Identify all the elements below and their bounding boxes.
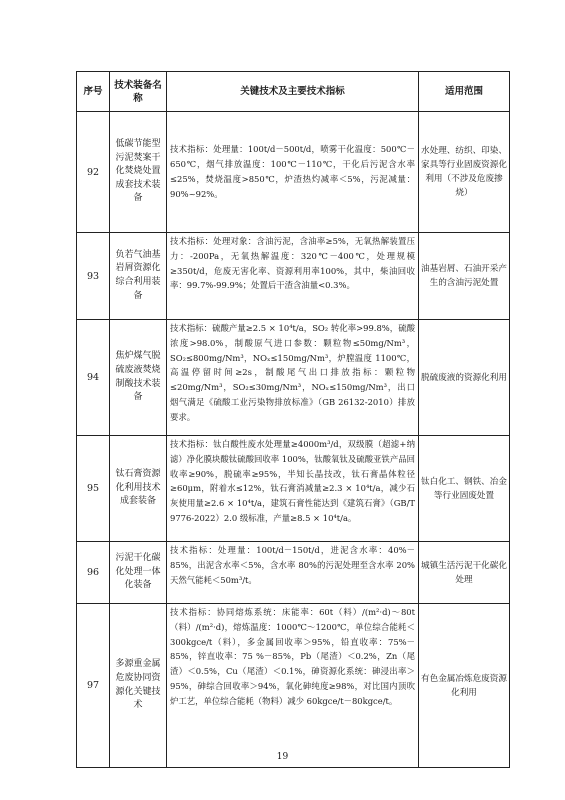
- equipment-name: 负若气油基岩屑资源化综合利用装备: [110, 233, 167, 320]
- equipment-name: 多源重金属危废协同资源化关键技术: [110, 604, 167, 768]
- table-row: [77, 604, 510, 768]
- equipment-name: 低碳节能型污泥焚案干化焚烧处置成套技术装备: [110, 112, 167, 233]
- technical-indicators: 技术指标：硫酸产量≥2.5 × 10⁴t/a，SO₂ 转化率>99.8%，硫酸浓度>98.0%，制酸原气进口参数：颗粒物≤50mg/Nm³，SO₂≤800mg/Nm³，NOₓ≤150mg/Nm³，炉膛温度 1100℃，高温停留时间≥2s，制酸尾气出口排放指标：颗粒物≤20mg/Nm³，SO₂≤30mg/Nm³，NOₓ≤150mg/Nm³，出口烟气满足《硫酸工业污染物排放标准》（GB 26132-2010）排放要求。: [167, 320, 419, 436]
- table-row: [77, 112, 510, 233]
- technical-indicators: 技术指标：协同熔炼系统：床能率：60t（料）/(m²·d)～80t（料）/(m²·d)，熔炼温度：1000℃～1200℃，单位综合能耗＜300kgce/t（料），多金属回收率＞95%，铅直收率：75%－85%，锌直收率：75 %－85%，Pb（尾渣）＜0.2%，Zn（尾渣）＜0.5%，Cu（尾渣）＜0.1%，砷资源化系统：砷浸出率＞95%，砷综合回收率＞94%，氧化砷纯度≥98%，对比国内顶吹炉工艺，单位综合能耗（物料）减少 60kgce/t－80kgce/t。: [167, 604, 419, 768]
- technical-indicators: 技术指标：处理量：100t/d－500t/d，喷雾干化温度：500℃－650℃，烟气排放温度：100℃－110℃，干化后污泥含水率≤25%，焚烧温度>850℃，炉渣热灼减率＜5%，污泥减量：90%~92%。: [167, 112, 419, 233]
- table-header-row: [77, 72, 510, 112]
- header-application-scope: 适用范围: [419, 72, 510, 112]
- row-number: 93: [77, 233, 110, 320]
- row-number: 95: [77, 436, 110, 542]
- equipment-name: 污泥干化碳化处理一体化装备: [110, 542, 167, 604]
- application-scope: 有色金属冶炼危废资源化利用: [419, 604, 510, 768]
- application-scope: 城镇生活污泥干化碳化处理: [419, 542, 510, 604]
- technology-equipment-table: [76, 71, 510, 768]
- application-scope: 脱硫废液的资源化利用: [419, 320, 510, 436]
- technical-indicators: 技术指标：钛白酸性废水处理量≥4000m³/d，双级膜（超滤+纳滤）净化膜块酸钛硫酸回收率 100%，钛酸氧钛及硫酸亚铁产品回收率≥90%，脱硫率≥95%，半知长晶技改，钛石膏晶体粒径≥60μm，附着水≤12%，钛石膏消减量≥2.3 × 10⁴t/a，减少石灰使用量≥2.6 × 10⁴t/a，建筑石膏性能达到《建筑石膏》（GB/T 9776-2022）2.0 级标准，产量≥8.5 × 10⁴t/a。: [167, 436, 419, 542]
- header-equipment-name: 技术装备名称: [110, 72, 167, 112]
- table-row: [77, 320, 510, 436]
- application-scope: 油基岩屑、石油开采产生的含油污泥处置: [419, 233, 510, 320]
- table-row: [77, 436, 510, 542]
- header-serial-number: 序号: [77, 72, 110, 112]
- row-number: 96: [77, 542, 110, 604]
- application-scope: 水处理、纺织、印染、家具等行业固废资源化利用（不涉及危废掺烧）: [419, 112, 510, 233]
- row-number: 97: [77, 604, 110, 768]
- table-row: [77, 542, 510, 604]
- technical-indicators: 技术指标：处理量：100t/d－150t/d，进泥含水率：40%－85%，出泥含水率＜5%，含水率 80%的污泥处理至含水率 20%天然气能耗＜50m³/t。: [167, 542, 419, 604]
- equipment-name: 焦炉煤气脱硫废液焚烧制酸技术装备: [110, 320, 167, 436]
- row-number: 92: [77, 112, 110, 233]
- page-number: 19: [276, 752, 289, 762]
- equipment-name: 钛石膏资源化利用技术成套装备: [110, 436, 167, 542]
- application-scope: 钛白化工、钢铁、冶金等行业固废处置: [419, 436, 510, 542]
- technical-indicators: 技术指标：处理对象：含油污泥，含油率≥5%，无氧热解装置压力：-200Pa，无氧热解温度：320℃－400℃，处理规模≥350t/d，危废无害化率、资源利用率100%，其中，柴油回收率：99.7%-99.9%；处置后干渣含油量<0.3%。: [167, 233, 419, 320]
- row-number: 94: [77, 320, 110, 436]
- table-row: [77, 233, 510, 320]
- header-key-technology: 关键技术及主要技术指标: [167, 72, 419, 112]
